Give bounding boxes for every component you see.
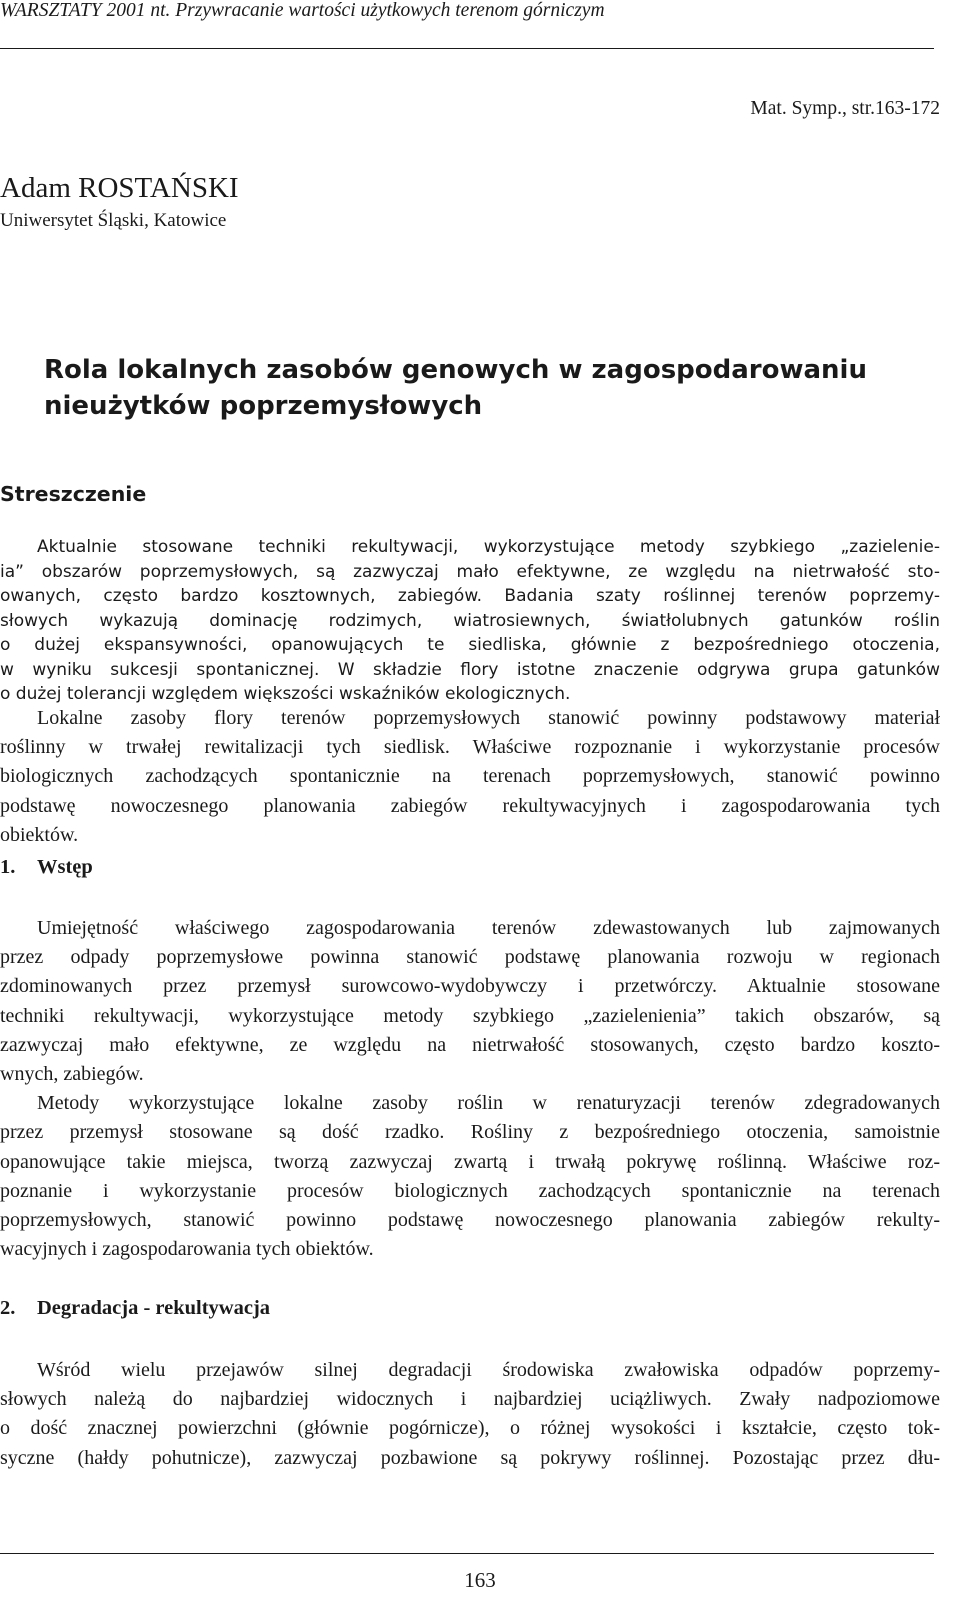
section-heading-intro: [0, 856, 93, 879]
paragraph-line: syczne (hałdy pohutnicze), zazwyczaj pozbawione są pokrywy roślinnej. Pozostając przez dłu-: [0, 1446, 940, 1469]
paragraph-line: przez przemysł stosowane są dość rzadko. Rośliny z bezpośredniego otoczenia, samoistnie: [0, 1121, 940, 1144]
paragraph-line: Metody wykorzystujące lokalne zasoby roślin w renaturyzacji terenów zdegradowanych: [37, 1092, 940, 1115]
paragraph-line: zdominowanych przez przemysł surowcowo-wydobywczy i przetwórczy. Aktualnie stosowane: [0, 975, 940, 998]
paragraph-line: Wśród wielu przejawów silnej degradacji środowiska zwałowiska odpadów poprzemy-: [37, 1359, 940, 1381]
page-number: 163: [464, 1568, 496, 1592]
paper-title: Rola lokalnych zasobów genowych w zagospodarowaniu nieużytków poprzemysłowych: [44, 355, 867, 421]
paragraph-line: techniki rekultywacji, wykorzystujące metody szybkiego „zazielenienia” takich obszarów, są: [0, 1004, 940, 1027]
author-affiliation: Uniwersytet Śląski, Katowice: [0, 210, 227, 231]
author-name: Adam ROSTAŃSKI: [0, 172, 239, 204]
abstract-line: o dużej tolerancji względem większości wskaźników ekologicznych.: [0, 684, 571, 704]
abstract-body: [0, 535, 940, 707]
abstract-line: Lokalne zasoby flory terenów poprzemysłowych stanowić powinny podstawowy materiał: [37, 707, 940, 729]
paragraph-line: poznanie i wykorzystanie procesów biologicznych zachodzących spontanicznie na terenach: [0, 1179, 940, 1202]
paragraph-line: wacyjnych i zagospodarowania tych obiektów.: [0, 1238, 374, 1261]
footer-divider: [0, 1553, 934, 1554]
paragraph-line: o dość znacznej powierzchni (głównie pogórnicze), o różnej wysokości i kształcie, często tok-: [0, 1417, 940, 1440]
section-title: Wstęp: [37, 856, 93, 878]
abstract-line: biologicznych zachodzących spontanicznie na terenach poprzemysłowych, stanowić powinno: [0, 765, 940, 788]
running-header: WARSZTATY 2001 nt. Przywracanie wartości użytkowych terenom górniczym: [0, 0, 605, 21]
paragraph-line: wnych, zabiegów.: [0, 1062, 144, 1085]
paragraph-line: słowych należą do najbardziej widocznych i najbardziej uciążliwych. Zwały nadpoziomowe: [0, 1388, 940, 1411]
abstract-line: słowych wykazują dominację rodzimych, wiatrosiewnych, światłolubnych gatunków roślin: [0, 610, 940, 631]
abstract-line: owanych, często bardzo kosztownych, zabiegów. Badania szaty roślinnej terenów poprzemy-: [0, 586, 940, 606]
section-body-degradation: [0, 1356, 940, 1473]
symposium-reference: Mat. Symp., str.163-172: [750, 98, 940, 119]
abstract-line: obiektów.: [0, 823, 79, 846]
paragraph-line: Umiejętność właściwego zagospodarowania terenów zdewastowanych lub zajmowanych: [37, 917, 940, 939]
abstract-line: roślinny w trwałej rewitalizacji tych siedlisk. Właściwe rozpoznanie i wykorzystanie procesów: [0, 736, 940, 759]
paragraph-line: przez odpady poprzemysłowe powinna stanowić podstawę planowania rozwoju w regionach: [0, 946, 940, 969]
section-title: Degradacja - rekultywacja: [37, 1297, 271, 1319]
header-divider: [0, 48, 934, 49]
section-number: 2.: [0, 1297, 16, 1319]
section-heading-degradation: [0, 1297, 270, 1320]
paragraph-line: opanowujące takie miejsca, tworzą zazwyczaj zwartą i trwałą pokrywę roślinną. Właściwe roz-: [0, 1150, 940, 1173]
abstract-line: o dużej ekspansywności, opanowujących te siedliska, głównie z bezpośredniego otoczenia,: [0, 635, 940, 655]
section-number: 1.: [0, 856, 16, 878]
paragraph-line: zazwyczaj mało efektywne, ze względu na nietrwałość stosowanych, często bardzo koszto-: [0, 1033, 940, 1056]
abstract-line: ia” obszarów poprzemysłowych, są zazwyczaj mało efektywne, ze względu na nietrwałość sto-: [0, 561, 940, 582]
abstract-body-continued: [0, 704, 940, 850]
abstract-line: Aktualnie stosowane techniki rekultywacji, wykorzystujące metody szybkiego „zazielenie-: [37, 537, 940, 557]
abstract-heading: Streszczenie: [0, 482, 147, 506]
abstract-line: podstawę nowoczesnego planowania zabiegów rekultywacyjnych i zagospodarowania tych: [0, 794, 940, 817]
paragraph-line: poprzemysłowych, stanowić powinno podstawę nowoczesnego planowania zabiegów rekulty-: [0, 1208, 940, 1231]
section-body-intro: [0, 914, 940, 1264]
abstract-line: w wyniku sukcesji spontanicznej. W składzie flory istotne znaczenie odgrywa grupa gatunków: [0, 659, 940, 680]
